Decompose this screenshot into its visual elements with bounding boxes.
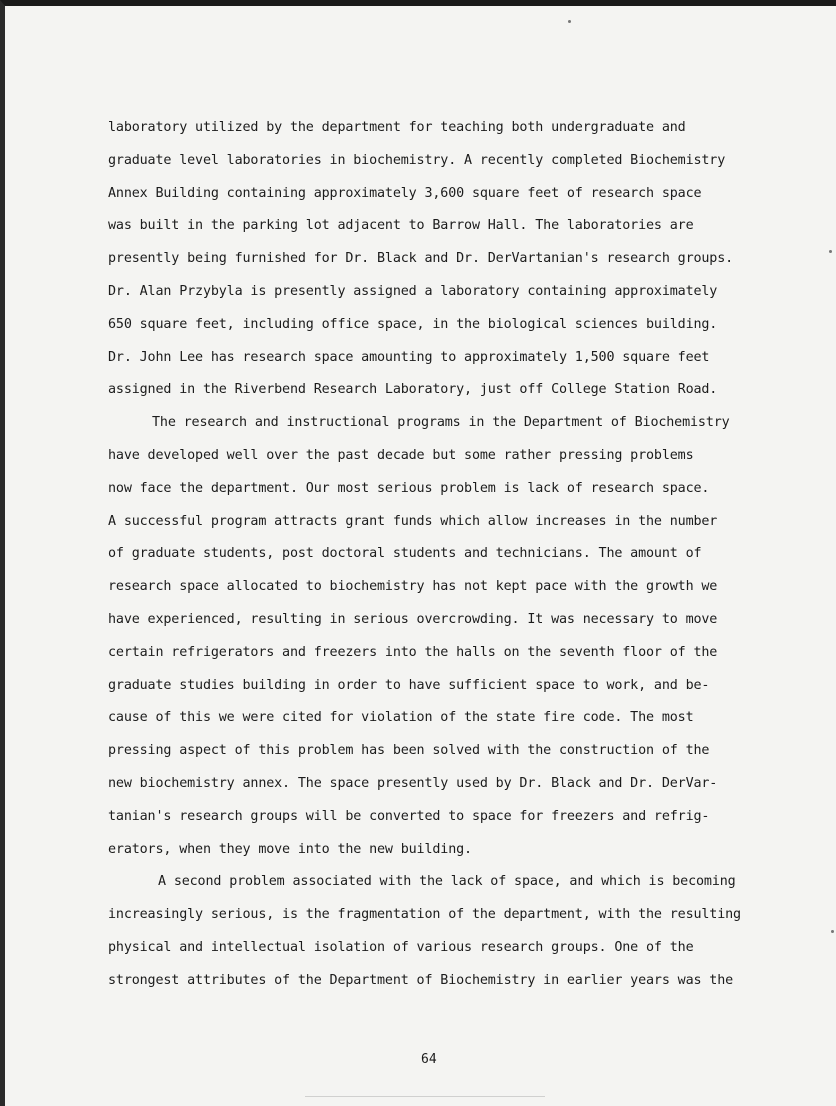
text-line: have experienced, resulting in serious overcrowding. It was necessary to move: [108, 611, 718, 627]
text-line: physical and intellectual isolation of various research groups. One of the: [108, 939, 694, 955]
scan-artifact-rule: [305, 1096, 545, 1097]
scan-speck: [829, 250, 832, 253]
text-line: erators, when they move into the new building.: [108, 841, 472, 857]
text-line: pressing aspect of this problem has been solved with the construction of the: [108, 743, 710, 759]
text-line: graduate level laboratories in biochemistry. A recently completed Biochemistry: [108, 152, 726, 168]
body-text: [108, 112, 788, 998]
paragraph-start-line: The research and instructional programs in the Department of Biochemistry: [152, 415, 730, 431]
page-number: 64: [421, 1052, 437, 1067]
text-line: cause of this we were cited for violation of the state fire code. The most: [108, 710, 694, 726]
text-line: assigned in the Riverbend Research Laboratory, just off College Station Road.: [108, 382, 718, 398]
text-line: Dr. John Lee has research space amounting to approximately 1,500 square feet: [108, 349, 710, 365]
text-line: 650 square feet, including office space, in the biological sciences building.: [108, 316, 718, 332]
text-line: tanian's research groups will be converted to space for freezers and refrig-: [108, 808, 710, 824]
text-line: new biochemistry annex. The space presently used by Dr. Black and Dr. DerVar-: [108, 775, 718, 791]
text-line: was built in the parking lot adjacent to Barrow Hall. The laboratories are: [108, 218, 694, 234]
scan-speck: [831, 930, 834, 933]
text-line: strongest attributes of the Department of Biochemistry in earlier years was the: [108, 972, 734, 988]
text-line: research space allocated to biochemistry has not kept pace with the growth we: [108, 579, 718, 595]
paragraph-start-line: A second problem associated with the lack of space, and which is becoming: [158, 874, 736, 890]
text-line: have developed well over the past decade but some rather pressing problems: [108, 447, 694, 463]
text-line: laboratory utilized by the department for teaching both undergraduate and: [108, 120, 686, 135]
text-line: now face the department. Our most serious problem is lack of research space.: [108, 480, 710, 496]
text-line: Annex Building containing approximately 3,600 square feet of research space: [108, 185, 702, 201]
text-line: certain refrigerators and freezers into the halls on the seventh floor of the: [108, 644, 718, 660]
text-line: presently being furnished for Dr. Black and Dr. DerVartanian's research groups.: [108, 251, 734, 267]
scan-speck: [568, 20, 571, 23]
text-line: graduate studies building in order to have sufficient space to work, and be-: [108, 677, 710, 693]
text-line: of graduate students, post doctoral students and technicians. The amount of: [108, 546, 702, 562]
text-line: increasingly serious, is the fragmentation of the department, with the resulting: [108, 907, 741, 923]
text-line: Dr. Alan Przybyla is presently assigned a laboratory containing approximately: [108, 283, 718, 299]
text-line: A successful program attracts grant funds which allow increases in the number: [108, 513, 718, 529]
